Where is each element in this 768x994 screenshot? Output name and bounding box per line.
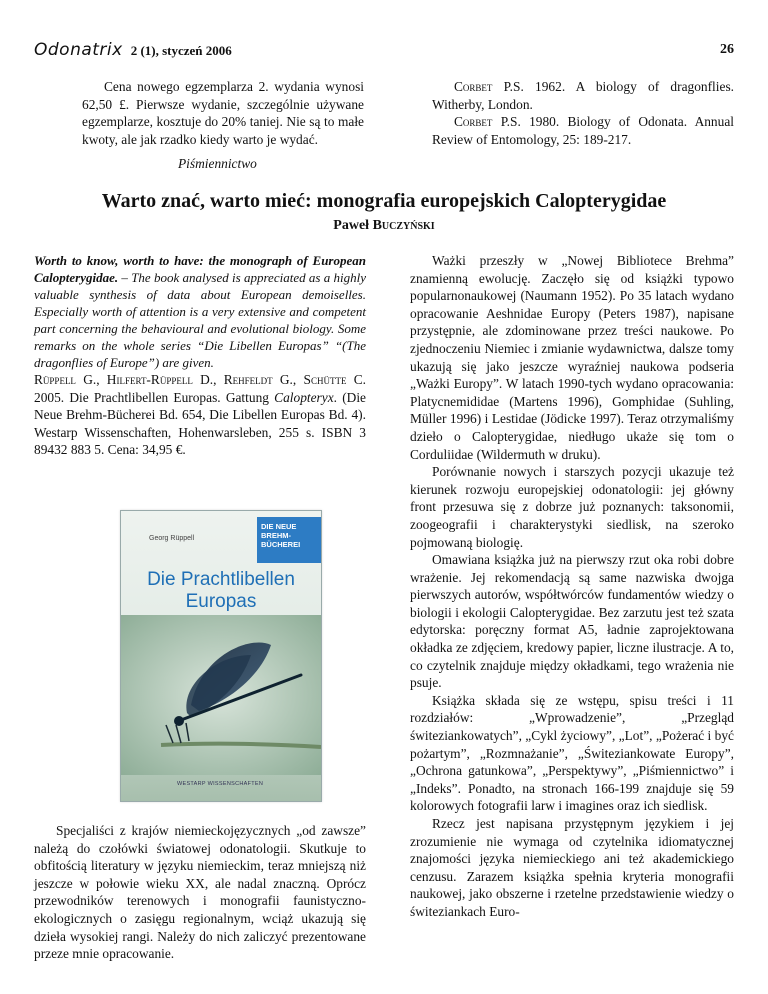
- journal-name: Odonatrix: [34, 40, 123, 60]
- previous-article-paragraph: Cena nowego egzemplarza 2. wydania wynosi 62,50 £. Pierwsze wydanie, szczególnie używane egzemplarze, kosztuje do 20% taniej. Nie są to małe kwoty, ale jak rzadko kiedy warto je wydać.: [82, 79, 364, 147]
- article-title: Warto znać, warto mieć: monografia europejskich Calopterygidae: [101, 190, 667, 212]
- damselfly-photo-icon: [121, 615, 321, 775]
- body-paragraph: Specjaliści z krajów niemieckojęzycznych „od zawsze” należą do czołówki światowej odonatologii. Skutkuje to obfitością literatury w języku niemieckim, teraz mniejszą niż jeszcze w połowie wieku XX, ale nadal znaczną. Oprócz przewodników terenowych i monografii faunistyczno-ekologicznych o zasięgu regionalnym, wciąż ukazują się dzieła wysokiej rangi. Należy do nich zaliczyć prezentowane przeze mnie opracowanie.: [34, 823, 366, 962]
- left-column: [34, 252, 366, 459]
- body-paragraph: Książka składa się ze wstępu, spisu treści i 11 rozdziałów: „Wprowadzenie”, „Przegląd świteziankowatych”, „Cykl życiowy”, „Lot”, „Pożerać i być pożartym”, „Rozmnażanie”, „Świteziankowate Europy”, „Ochrona gatunkowa”, „Perspektywy”, „Piśmiennictwo” i „Indeks”. Ponadto, na stronach 166-199 znajduje się 59 kolorowych fotografii larw i imagines oraz ich siedlisk.: [410, 692, 734, 814]
- abstract: Worth to know, worth to have: the monograph of European Calopterygidae. – The book analysed is appreciated as a highly valuable synthesis of data about European demoiselles. Especially worth of attention is a very extensive and competent part concerning the behavioural and evolutional biology. Some remarks on the whole series “Die Libellen Europas” “(The dragonflies of Europe”) are given.: [34, 253, 366, 370]
- article-author: Paweł Buczyński: [333, 218, 435, 233]
- body-paragraph: Omawiana książka już na pierwszy rzut oka robi dobre wrażenie. Jej rekomendacją są same nazwiska dwojga pierwszych autorów, współtwórców fundamentów wiedzy o biologii i ekologii Calopterygidae. Bez zarzutu jest też szata edytorska: poręczny format A5, ładnie zaprojektowana okładka ze zdjęciem, kredowy papier, liczne ilustracje. A to, co czytelnik znajduje między okładkami, tego wrażenia nie psuje.: [410, 552, 734, 691]
- previous-article-ending: [82, 78, 364, 148]
- left-column-body: [34, 822, 366, 963]
- book-cover-image: [120, 510, 322, 802]
- right-column: [410, 252, 734, 921]
- reference-item: Corbet P.S. 1980. Biology of Odonata. Annual Review of Entomology, 25: 189-217.: [432, 114, 734, 147]
- cover-author: Georg Rüppell: [149, 535, 195, 542]
- journal-issue: 2 (1), styczeń 2006: [130, 43, 232, 58]
- running-header: [34, 40, 734, 62]
- body-paragraph: Ważki przeszły w „Nowej Bibliotece Brehma” znamienną ewolucję. Zaczęło się od książki typowo popularnonaukowej (Naumann 1952). Po 35 latach wydano opracowanie Aeshnidae Europy (Peters 1987), napisane przystępnie, ale zdominowane przez treści naukowe. Po zjednoczeniu Niemiec i zmianie wydawnictwa, dalsze tomy ukazują się jako jeszcze wyraźniej naukowa podseria „Ważki Europy”. W latach 1990-tych wydano opracowania: Platycnemididae (Martens 1996), Gomphidae (Suhling, Müller 1996) i Lestidae (Jödicke 1997). Teraz otrzymaliśmy dzieło o Calopterygidae, niedługo ukaże się tom o Corduliidae (Wildermuth w druku).: [410, 253, 734, 462]
- reference-item: Corbet P.S. 1962. A biology of dragonflies. Witherby, London.: [432, 79, 734, 112]
- body-paragraph: Rzecz jest napisana przystępnym językiem i jej zrozumienie nie wymaga od czytelnika idiomatycznej znajomości języka niemieckiego ani też akademickiego cenzusu. Zarazem książka spełnia kryteria monografii naukowej, jako obszerne i rzetelne przedstawienie wiedzy o świteziankach Euro-: [410, 816, 734, 919]
- page-number: 26: [720, 42, 734, 57]
- reference-list: [410, 78, 734, 148]
- cover-title: Die Prachtlibellen Europas: [147, 569, 295, 612]
- section-label: Piśmiennictwo: [178, 156, 257, 171]
- book-citation: Rüppell G., Hilfert-Rüppell D., Rehfeldt G., Schütte C. 2005. Die Prachtlibellen Europas. Gattung Calopteryx. (Die Neue Brehm-Bücherei Bd. 654, Die Libellen Europas Bd. 4). Westarp Wissenschaften, Hohenwarsleben, 255 s. ISBN 3 89432 883 5. Cena: 34,95 €.: [34, 372, 366, 458]
- cover-publisher: WESTARP WISSENSCHAFTEN: [177, 781, 264, 787]
- series-badge: DIE NEUE BREHM-BÜCHEREI: [257, 517, 321, 563]
- body-paragraph: Porównanie nowych i starszych pozycji ukazuje też kierunek rozwoju europejskiej odonatologii: jej główny front przesuwa się z dobrze już poznanych: taksonomii, zoogeografii i charakterystyki siedlisk, na szeroko pojmowaną biologię.: [410, 464, 734, 550]
